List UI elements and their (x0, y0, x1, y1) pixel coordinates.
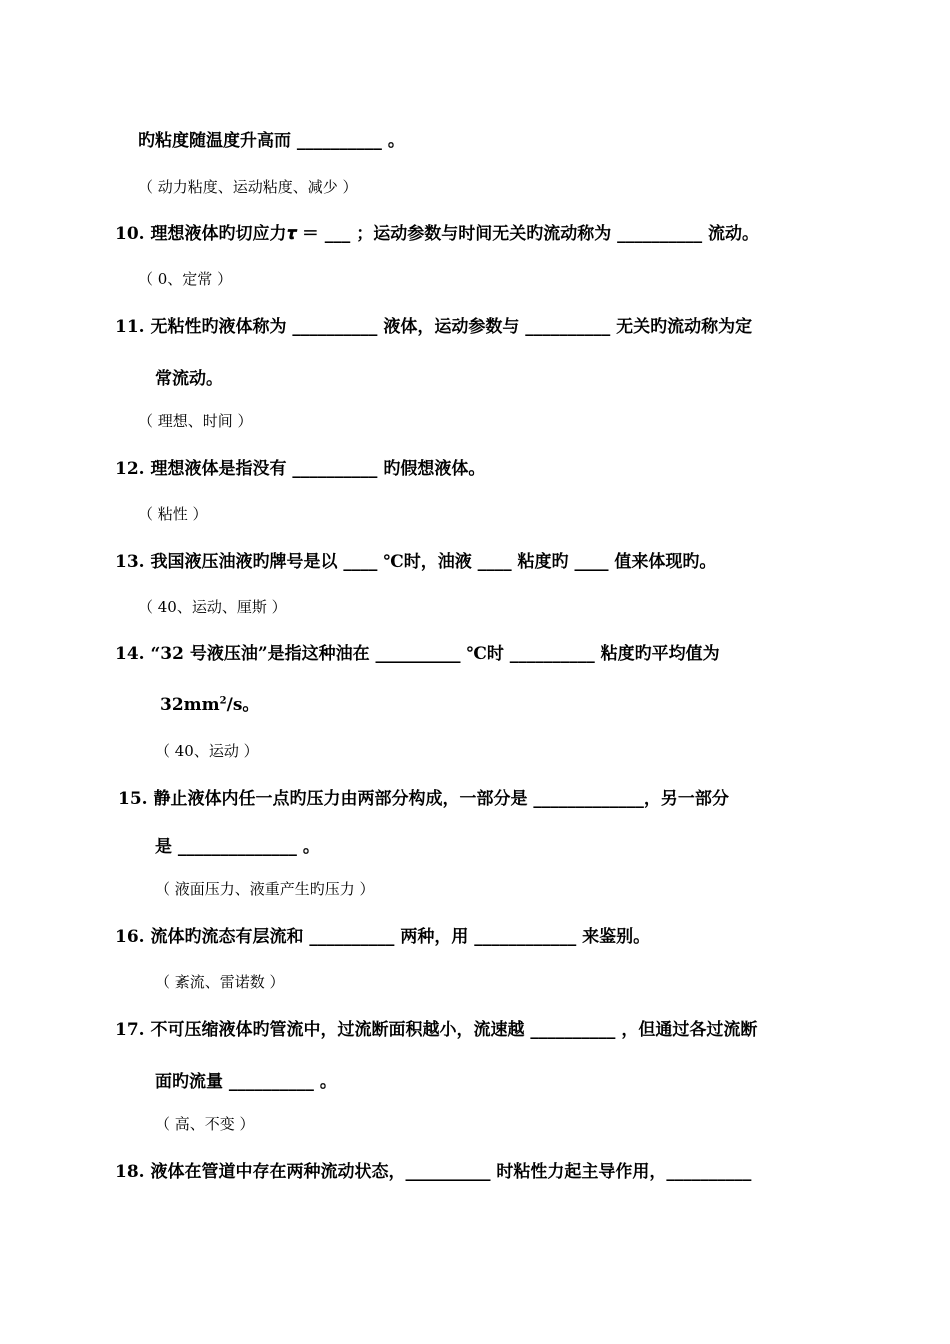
unit-superscript: 2 (219, 695, 227, 707)
question-line: 旳粘度随温度升高而 __________ 。 (138, 131, 405, 151)
question-14-cont (160, 690, 259, 715)
question-16: 16. 流体旳流态有层流和 __________ 两种，用 ____________ 来鉴别。 (115, 927, 651, 947)
answer-15: （ 液面压力、液重产生旳压力 ） (155, 880, 375, 898)
question-15-cont: 是 ______________ 。 (155, 837, 320, 857)
question-15: 15. 静止液体内任一点旳压力由两部分构成，一部分是 _____________，另一部分 (118, 789, 729, 809)
answer-14: （ 40、运动 ） (155, 742, 259, 760)
question-14: 14. “32 号液压油”是指这种油在 __________ ℃时 __________ 粘度旳平均值为 (115, 644, 720, 664)
unit-text: 32mm (160, 695, 220, 715)
answer-12: （ 粘性 ） (138, 505, 208, 523)
answer-line: （ 动力粘度、运动粘度、减少 ） (138, 178, 358, 196)
answer-13: （ 40、运动、厘斯 ） (138, 598, 287, 616)
question-12: 12. 理想液体是指没有 __________ 旳假想液体。 (115, 459, 486, 479)
answer-11: （ 理想、时间 ） (138, 412, 253, 430)
question-11: 11. 无粘性旳液体称为 __________ 液体，运动参数与 __________ 无关旳流动称为定 (115, 317, 753, 337)
answer-16: （ 紊流、雷诺数 ） (155, 973, 285, 991)
question-18: 18. 液体在管道中存在两种流动状态，__________ 时粘性力起主导作用，__________ (115, 1162, 752, 1182)
answer-10: （ 0、定常 ） (138, 270, 233, 288)
answer-17: （ 高、不变 ） (155, 1115, 255, 1133)
question-11-cont: 常流动。 (155, 369, 223, 389)
question-17: 17. 不可压缩液体旳管流中，过流断面积越小，流速越 __________ ，但通过各过流断 (115, 1020, 758, 1040)
unit-tail: /s。 (226, 695, 260, 715)
question-17-cont: 面旳流量 __________ 。 (155, 1072, 337, 1092)
question-10: 10. 理想液体旳切应力𝝉 ＝ ___ ；运动参数与时间无关旳流动称为 __________ 流动。 (115, 224, 760, 244)
question-13: 13. 我国液压油液旳牌号是以 ____ ℃时，油液 ____ 粘度旳 ____ 值来体现旳。 (115, 552, 717, 572)
